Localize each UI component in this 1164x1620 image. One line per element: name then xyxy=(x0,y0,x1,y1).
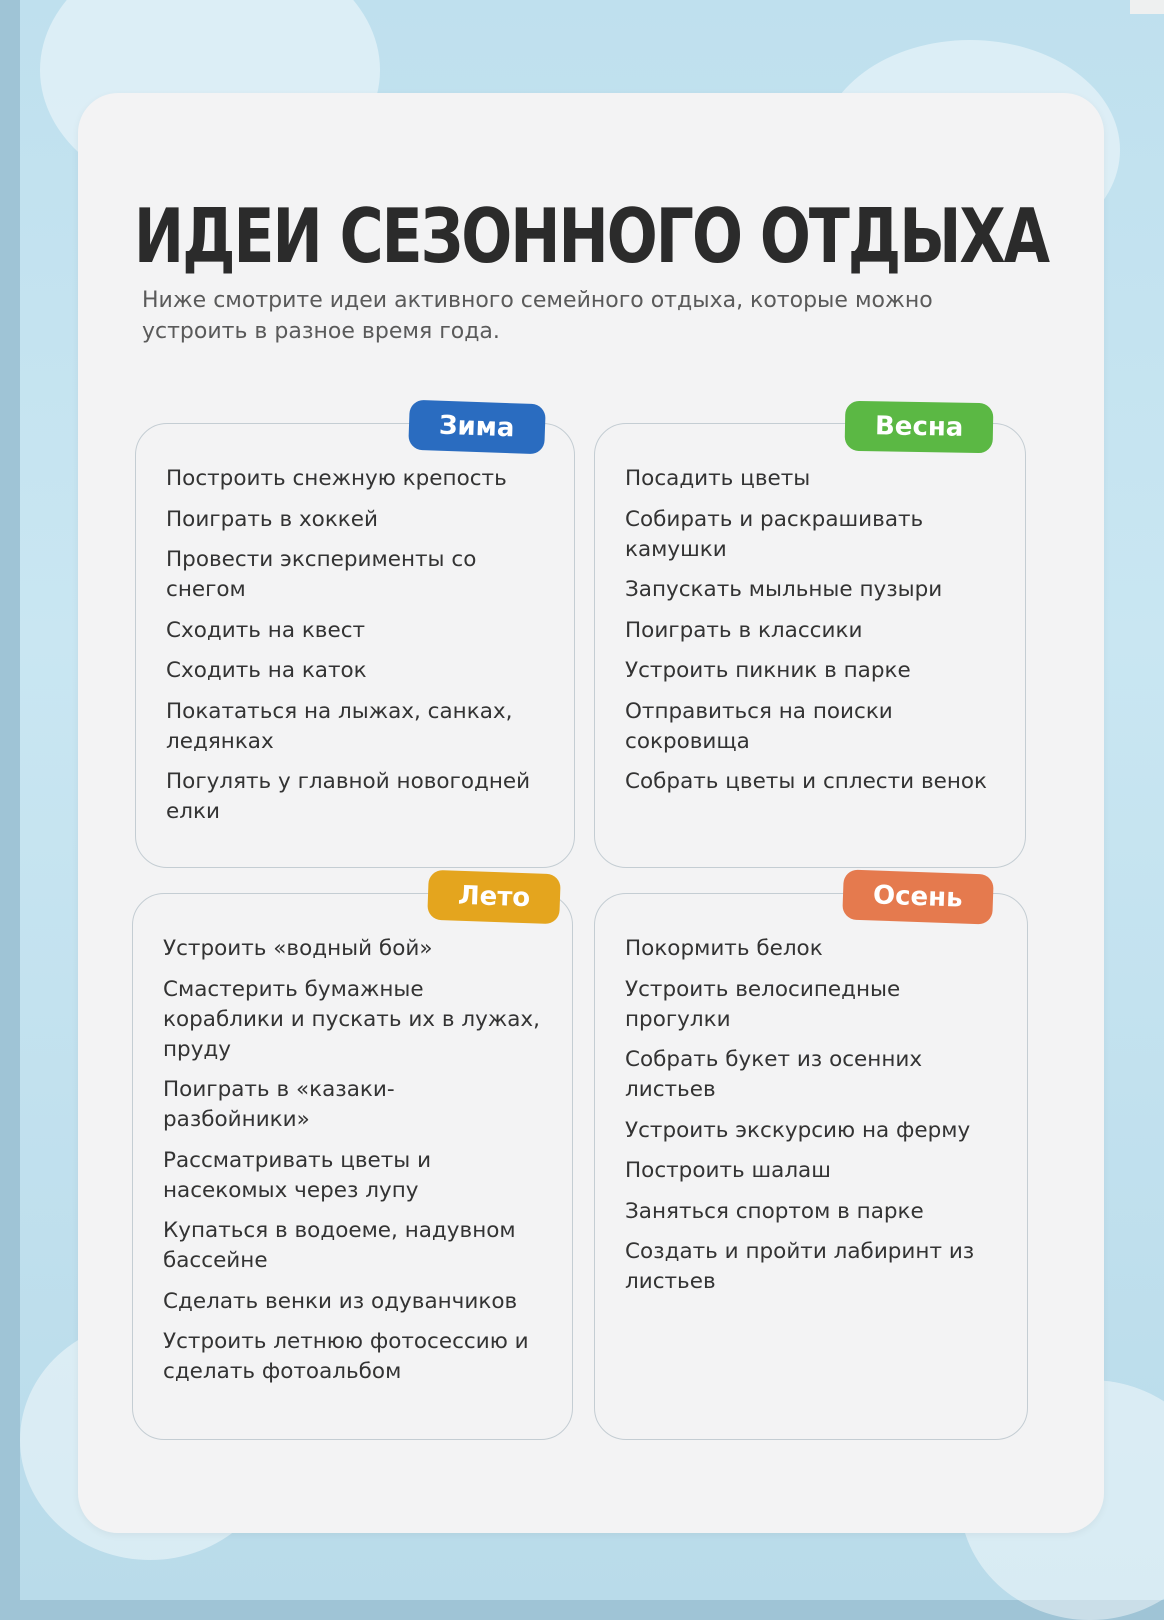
list-item: Запускать мыльные пузыри xyxy=(625,577,943,602)
list-item: Рассматривать цветы и насекомых через лупу xyxy=(163,1147,432,1203)
list-item: Погулять у главной новогодней елки xyxy=(166,769,531,824)
list-item: Собрать цветы и сплести венок xyxy=(625,769,988,794)
intro-text: Ниже смотрите идеи активного семейного отдыха, которые можно устроить в разное время года. xyxy=(142,288,933,344)
list-item: Построить шалаш xyxy=(625,1158,831,1183)
season-tag-autumn: Осень xyxy=(843,869,994,924)
list-item: Покормить белок xyxy=(625,936,823,961)
list-item: Поиграть в хоккей xyxy=(166,506,378,532)
season-tag-winter: Зима xyxy=(408,400,545,455)
list-item: Устроить экскурсию на ферму xyxy=(625,1117,971,1143)
idea-list-summer xyxy=(163,934,552,1398)
list-item: Устроить «водный бой» xyxy=(163,936,433,961)
season-tag-summer: Лето xyxy=(427,870,561,925)
content-card xyxy=(78,93,1104,1533)
list-item: Сходить на каток xyxy=(166,658,367,683)
list-item: Построить снежную крепость xyxy=(166,466,507,491)
page-corner xyxy=(1130,0,1164,14)
season-tag-spring: Весна xyxy=(844,401,993,454)
idea-list-spring xyxy=(625,464,1005,808)
list-item: Сделать венки из одуванчиков xyxy=(163,1288,518,1314)
page-title: ИДЕИ СЕЗОННОГО ОТДЫХА xyxy=(133,193,1049,281)
list-item: Создать и пройти лабиринт из листьев xyxy=(625,1239,975,1294)
idea-list-autumn xyxy=(625,934,1007,1308)
season-block-summer xyxy=(132,880,573,1440)
list-item: Покататься на лыжах, санках, ледянках xyxy=(166,698,513,754)
list-item: Отправиться на поиски сокровища xyxy=(625,698,893,754)
list-item: Собирать и раскрашивать камушки xyxy=(625,506,924,562)
season-block-spring xyxy=(594,411,1026,868)
list-item: Купаться в водоеме, надувном бассейне xyxy=(163,1218,516,1273)
idea-list-winter xyxy=(166,464,554,838)
list-item: Устроить велосипедные прогулки xyxy=(625,976,901,1032)
list-item: Поиграть в «казаки-разбойники» xyxy=(163,1077,395,1132)
list-item: Устроить летнюю фотосессию и сделать фотоальбом xyxy=(163,1329,529,1384)
list-item: Сходить на квест xyxy=(166,617,366,643)
list-item: Поиграть в классики xyxy=(625,617,863,643)
list-item: Заняться спортом в парке xyxy=(625,1198,924,1224)
list-item: Смастерить бумажные кораблики и пускать их в лужах, пруду xyxy=(163,976,540,1062)
season-block-autumn xyxy=(594,880,1028,1440)
season-block-winter xyxy=(135,410,575,868)
list-item: Устроить пикник в парке xyxy=(625,658,911,683)
list-item: Провести эксперименты со снегом xyxy=(166,547,477,602)
list-item: Собрать букет из осенних листьев xyxy=(625,1047,923,1102)
list-item: Посадить цветы xyxy=(625,466,811,491)
